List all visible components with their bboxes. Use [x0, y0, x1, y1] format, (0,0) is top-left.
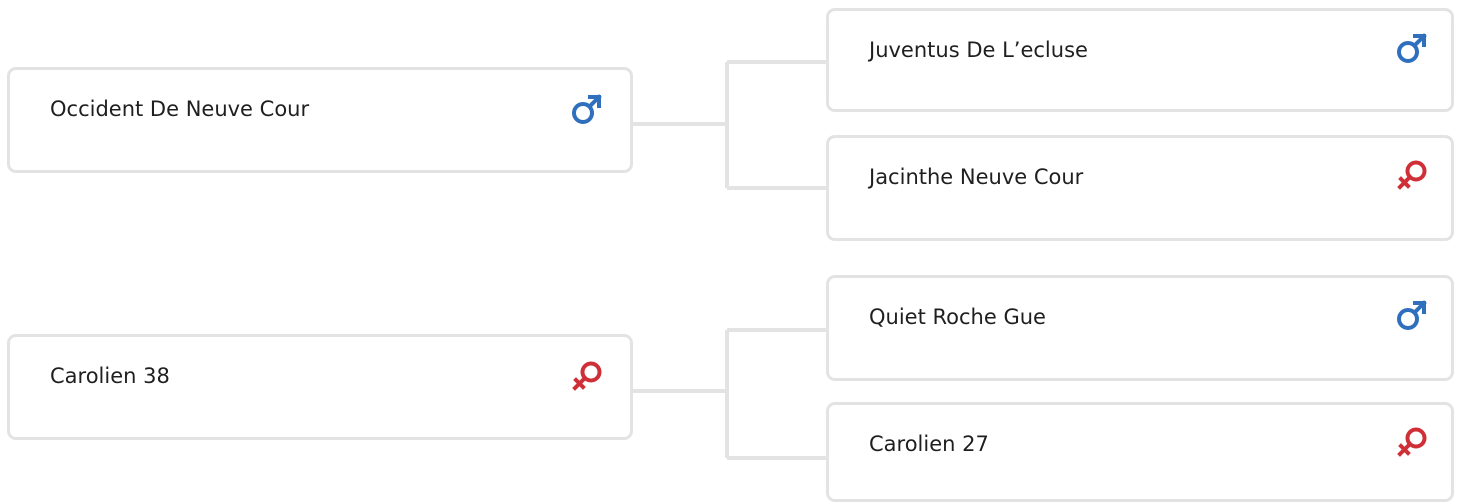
connector-group-2: [633, 330, 826, 458]
female-symbol-icon: [1395, 425, 1429, 459]
pedigree-card-subject[interactable]: [7, 67, 633, 173]
pedigree-card-dam[interactable]: [826, 402, 1454, 502]
horse-name: Quiet Roche Gue: [869, 305, 1046, 329]
pedigree-card-sire[interactable]: [826, 8, 1454, 112]
pedigree-card-subject[interactable]: [7, 334, 633, 440]
pedigree-card-dam[interactable]: [826, 135, 1454, 241]
horse-name: Occident De Neuve Cour: [50, 97, 310, 121]
horse-name: Jacinthe Neuve Cour: [869, 165, 1084, 189]
female-symbol-icon: [570, 359, 604, 393]
male-symbol-icon: [1395, 31, 1429, 65]
horse-name: Juventus De L’ecluse: [869, 38, 1088, 62]
pedigree-card-sire[interactable]: [826, 275, 1454, 381]
male-symbol-icon: [570, 92, 604, 126]
horse-name: Carolien 27: [869, 432, 989, 456]
connector-group-1: [633, 62, 826, 188]
male-symbol-icon: [1395, 298, 1429, 332]
horse-name: Carolien 38: [50, 364, 170, 388]
female-symbol-icon: [1395, 158, 1429, 192]
